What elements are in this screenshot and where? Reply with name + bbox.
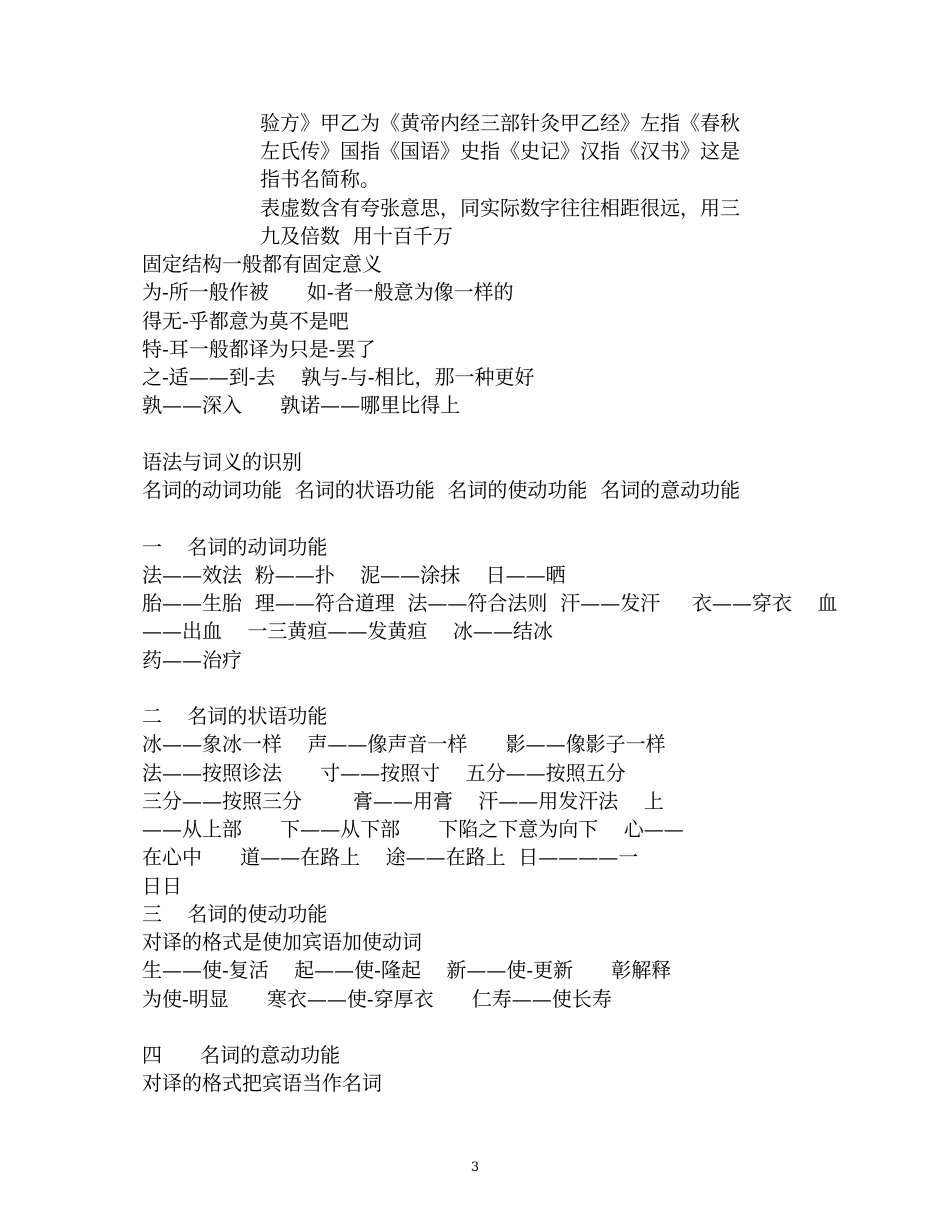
text-line: 左氏传》国指《国语》史指《史记》汉指《汉书》这是 — [260, 139, 740, 163]
text-line: 为-所一般作被 如-者一般意为像一样的 — [142, 280, 514, 304]
text-line: 名词的动词功能 名词的状语功能 名词的使动功能 名词的意动功能 — [142, 478, 741, 502]
text-line: 表虚数含有夸张意思，同实际数字往往相距很远，用三 — [260, 196, 740, 220]
text-line: 日日 — [142, 874, 182, 898]
text-line: 生——使-复活 起——使-隆起 新——使-更新 彰解释 — [142, 958, 672, 982]
text-line: 九及倍数 用十百千万 — [260, 224, 453, 248]
text-line: 得无-乎都意为莫不是吧 — [142, 309, 349, 333]
text-line: 孰——深入 孰诺——哪里比得上 — [142, 393, 461, 417]
text-line: 特-耳一般都译为只是-罢了 — [142, 337, 376, 361]
text-line: 指书名简称。 — [260, 167, 380, 191]
text-line: 之-适——到-去 孰与-与-相比，那一种更好 — [142, 365, 535, 389]
text-line: 法——效法 粉——扑 泥——涂抹 日——晒 — [142, 563, 566, 587]
text-line: 固定结构一般都有固定意义 — [142, 252, 382, 276]
text-line: 胎——生胎 理——符合道理 法——符合法则 汗——发汗 衣——穿衣 血 — [142, 591, 838, 615]
section-heading: 四 名词的意动功能 — [142, 1043, 341, 1067]
text-line: 验方》甲乙为《黄帝内经三部针灸甲乙经》左指《春秋 — [260, 111, 740, 135]
section-heading: 语法与词义的识别 — [142, 450, 302, 474]
text-line: 对译的格式把宾语当作名词 — [142, 1071, 382, 1095]
text-line: 法——按照诊法 寸——按照寸 五分——按照五分 — [142, 761, 626, 785]
section-heading: 一 名词的动词功能 — [142, 535, 328, 559]
text-line: 在心中 道——在路上 途——在路上 日————一 — [142, 845, 639, 869]
text-line: 为使-明显 寒衣——使-穿厚衣 仁寿——使长寿 — [142, 987, 612, 1011]
section-heading: 三 名词的使动功能 — [142, 902, 328, 926]
text-line: 药——治疗 — [142, 648, 242, 672]
text-line: 对译的格式是使加宾语加使动词 — [142, 930, 422, 954]
text-line: 冰——象冰一样 声——像声音一样 影——像影子一样 — [142, 732, 666, 756]
text-line: ——出血 一三黄疸——发黄疸 冰——结冰 — [142, 619, 553, 643]
page-number: 3 — [470, 1160, 480, 1175]
section-heading: 二 名词的状语功能 — [142, 704, 328, 728]
text-line: ——从上部 下——从下部 下陷之下意为向下 心—— — [142, 817, 684, 841]
text-line: 三分——按照三分 膏——用膏 汗——用发汗法 上 — [142, 789, 664, 813]
